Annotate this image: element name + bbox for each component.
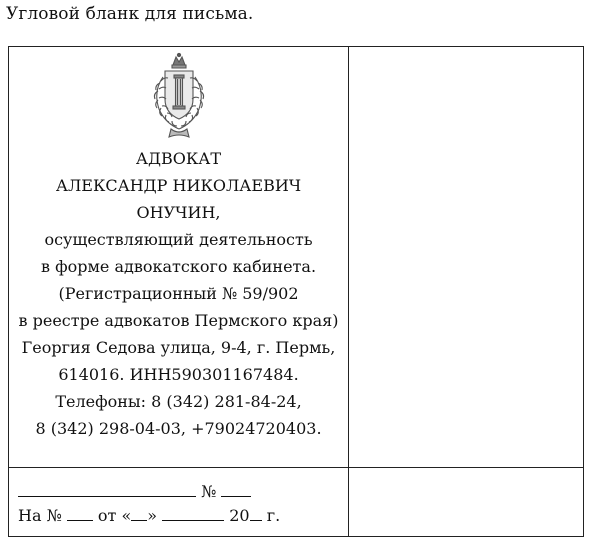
quote-close: » bbox=[147, 506, 158, 525]
reference-year-field[interactable] bbox=[250, 503, 262, 521]
sender-activity-form: в форме адвокатского кабинета. bbox=[40, 257, 317, 276]
outgoing-number-line bbox=[18, 479, 251, 504]
reference-label: На № bbox=[18, 506, 62, 525]
year-suffix: г. bbox=[266, 506, 281, 525]
row-divider bbox=[9, 467, 583, 468]
page-title: Угловой бланк для письма. bbox=[6, 4, 254, 24]
sender-title: АДВОКАТ bbox=[135, 149, 222, 168]
sender-surname: ОНУЧИН, bbox=[136, 203, 221, 222]
advocates-chamber-emblem-icon bbox=[143, 51, 215, 141]
number-label: № bbox=[201, 482, 217, 501]
from-label: от « bbox=[97, 506, 132, 525]
postcode-inn: 614016. ИНН590301167484. bbox=[58, 365, 299, 384]
sender-activity: осуществляющий деятельность bbox=[44, 230, 313, 249]
registry-name: в реестре адвокатов Пермского края) bbox=[18, 311, 339, 330]
sender-address-block bbox=[9, 145, 348, 442]
reference-month-field[interactable] bbox=[162, 503, 224, 521]
year-prefix: 20 bbox=[229, 506, 250, 525]
outgoing-number-field[interactable] bbox=[221, 479, 251, 497]
phone-line-1: Телефоны: 8 (342) 281-84-24, bbox=[55, 392, 302, 411]
outgoing-date-field[interactable] bbox=[18, 479, 196, 497]
phone-line-2: 8 (342) 298-04-03, +79024720403. bbox=[35, 419, 322, 438]
column-divider bbox=[348, 47, 349, 536]
street-address: Георгия Седова улица, 9-4, г. Пермь, bbox=[21, 338, 336, 357]
sender-name: АЛЕКСАНДР НИКОЛАЕВИЧ bbox=[55, 176, 302, 195]
letterhead-table bbox=[8, 46, 584, 537]
reference-line bbox=[18, 503, 280, 528]
reference-day-field[interactable] bbox=[131, 503, 147, 521]
reference-number-field[interactable] bbox=[67, 503, 93, 521]
registration-number: (Регистрационный № 59/902 bbox=[58, 284, 299, 303]
